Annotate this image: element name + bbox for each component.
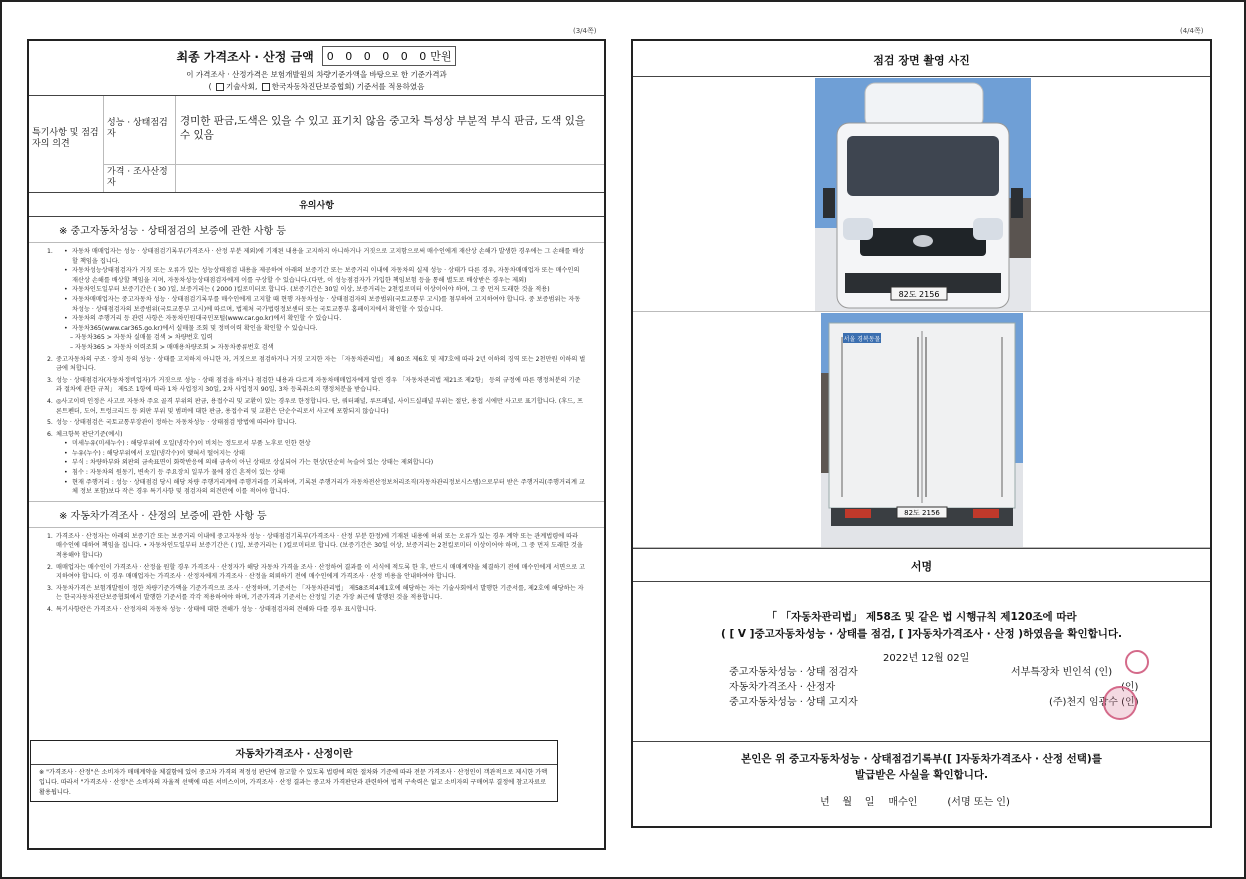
s1-item-number: 3. bbox=[47, 376, 53, 384]
s2-item-text: 자동차가격은 보험개발원이 정한 차량기준가액을 기준가격으로 조사 · 산정하며, 기준서는 「자동차관리법」 제58조의4제1호에 해당하는 자는 기술사회에서 발행한 기준서를, 제2호에 해당하는 자는 한국자동차진단보증협회에서 발행한 기준서를 각각 적용하여야 하며, 기준가격과 기준서는 산정일 기준 가장 최근에 발행된 것을 적용합니다. bbox=[56, 584, 584, 602]
rear-plate-text: 82도 2156 bbox=[904, 509, 940, 517]
checkbox-kaa[interactable] bbox=[262, 83, 270, 91]
s1-bullet-text: • 미세누유(미세누수) : 해당부위에 오일(냉각수)이 비치는 정도로서 부품 노후로 인한 현상 bbox=[72, 440, 311, 448]
amount-value: 0 0 0 0 0 0 bbox=[326, 50, 431, 63]
s2-item bbox=[47, 532, 586, 561]
opinion-row-inspector bbox=[104, 96, 604, 165]
s1-item-text: 체크항목 판단기준(예시) bbox=[56, 430, 123, 438]
s1-bullet bbox=[64, 295, 586, 314]
s1-item-text: 성능 · 상태점검은 국토교통부장관이 정하는 자동차성능 · 상태점검 방법에 따라야 합니다. bbox=[56, 419, 297, 427]
s1-item-text: ◎사고이력 인정은 사고로 자동차 주요 골격 부위의 판금, 용접수리 및 교환이 있는 경우로 한정합니다. 단, 쿼터패널, 루프패널, 사이드실패널 부위는 절단, 용접 시에만 사고로 표기합니다. (후드, 프론트펜더, 도어, 트렁크리드 등 외판 부위 및 범퍼에 대한 판금, 용접수리 및 교환은 단순수리로서 사고에 포함되지 않습니다) bbox=[56, 397, 583, 415]
notifier-seal-mark: (인) bbox=[1121, 697, 1139, 708]
page-number-left: (3/4쪽) bbox=[573, 27, 597, 35]
inspector-seal-mark: (인) bbox=[1094, 667, 1113, 678]
s1-bullet bbox=[64, 458, 586, 468]
definition-box bbox=[30, 740, 558, 802]
s1-bullet-list bbox=[56, 247, 586, 333]
s1-bullet bbox=[64, 468, 586, 478]
rear-light-right bbox=[973, 509, 999, 518]
s1-bullet-text: • 자동차인도일부터 보증기간은 ( 30 )일, 보증거리는 ( 2000 )킬로미터로 합니다. (보증기간은 30일 이상, 보증거리는 2천킬로미터 이상이어야 하며, 그 중 먼저 도래한 것을 적용) bbox=[72, 286, 550, 294]
s1-bullet-text: • 침수 : 자동차의 원동기, 변속기 등 주요장치 일부가 물에 잠긴 흔적이 있는 상태 bbox=[72, 469, 285, 477]
s1-bullet-text: • 자동차 매매업자는 성능 · 상태점검기록부(가격조사 · 산정 부분 제외)에 기재된 내용을 고지하지 아니하거나 거짓으로 고지함으로써 매수인에게 재산상 손해가 발생한 경우에는 그 손해를 배상할 책임을 집니다. bbox=[72, 248, 585, 265]
s1-item bbox=[47, 376, 586, 395]
s1-item-number: 6. bbox=[47, 430, 53, 438]
s1-item-body bbox=[56, 247, 586, 353]
right-page bbox=[631, 39, 1212, 828]
final-price-note bbox=[29, 69, 604, 93]
opinion-section bbox=[29, 96, 604, 193]
opinion-inspector-text: 경미한 판금,도색은 있을 수 있고 표기치 않음 중고차 특성상 부분적 부식 판금, 도색 있을 수 있음 bbox=[180, 115, 586, 141]
notifier-name: (주)천지 임광수 bbox=[1049, 697, 1118, 708]
s2-item-body bbox=[56, 563, 586, 582]
s1-bullet bbox=[64, 439, 586, 449]
s1-plain-line: – 자동차365 > 자동차 실매물 검색 > 차량번호 입력 bbox=[70, 334, 213, 342]
s2-item bbox=[47, 563, 586, 582]
buyer-sign-field[interactable]: (서명 또는 인) bbox=[947, 797, 1010, 808]
s2-item-body bbox=[56, 605, 376, 615]
lock-rod-right bbox=[925, 337, 927, 497]
final-price-title: 최종 가격조사 · 산정 금액 bbox=[176, 49, 314, 64]
s1-bullet bbox=[64, 285, 586, 295]
s2-item-number: 3. bbox=[47, 584, 53, 592]
opt-kaa: 한국자동차진단보증협회) 기준서를 적용하였음 bbox=[271, 82, 425, 91]
s1-item bbox=[47, 418, 586, 428]
s2-item-number: 4. bbox=[47, 606, 53, 613]
s1-item-body bbox=[56, 430, 586, 497]
s1-bullet bbox=[64, 478, 586, 497]
hinge-left bbox=[841, 337, 843, 497]
s1-plain-line: – 자동차365 > 자동차 이력조회 > 매매용차량조회 > 자동차종류번호 검색 bbox=[70, 343, 274, 351]
rear-light-left bbox=[845, 509, 871, 518]
notices-title: 유의사항 bbox=[29, 193, 604, 217]
s1-item-text: 중고자동차의 구조 · 장치 등의 성능 · 상태를 고지하지 아니한 자, 거짓으로 점검하거나 거짓 고지한 자는 「자동차관리법」 제 80조 제6호 및 제7호에 따라 2년 이하의 징역 또는 2천만원 이하의 벌금에 처합니다. bbox=[56, 355, 586, 373]
s1-item bbox=[47, 397, 586, 416]
s1-bullet bbox=[64, 266, 586, 285]
amount-unit: 만원 bbox=[430, 50, 452, 63]
s2-item-text: 가격조사 · 산정자는 아래의 보증기간 또는 보증거리 이내에 중고자동차 성능 · 상태점검기록부(가격조사 · 산정 부분 한정)에 기재된 내용에 허위 또는 오류가 있는 경우 계약 또는 관계법령에 따라 매수인에 대하여 책임을 집니다. • 자동차인도일부터 보증기간은 ( )일, 보증거리는 ( )킬로미터로 합니다. (보증기간은 30일 이상, 보증거리는 2천킬로미터 이상이어야 하며, 그 중 먼저 도래한 것을 적용해야 합니다) bbox=[56, 532, 583, 560]
left-page bbox=[27, 39, 606, 850]
s1-bullet-text: • 부식 : 차량하부와 외판의 금속표면이 화학반응에 의해 금속이 아닌 상태로 상실되어 가는 현상(단순히 녹슬어 있는 상태는 제외합니다) bbox=[72, 459, 434, 467]
s1-bullet bbox=[64, 314, 586, 324]
s1-item-text: 성능 · 상태점검자(자동차정비업자)가 거짓으로 성능 · 상태 점검을 하거나 점검한 내용과 다르게 자동차매매업자에게 알린 경우 「자동차관리법 제21조 제2항」 등의 규정에 따른 행정처분의 기준과 절차에 관한 규칙」 제5조 1항에 따라 1차 사업정지 30일, 2차 사업정지 90일, 3차 등록취소의 행정처분을 받습니다. bbox=[56, 376, 581, 394]
s1-bullet bbox=[64, 247, 586, 266]
opinion-appraiser-label: 가격 · 조사산정자 bbox=[104, 165, 176, 192]
s1-item-body bbox=[56, 397, 586, 416]
opinion-label: 특기사항 및 점검자의 의견 bbox=[29, 96, 104, 192]
s1-bullet-list bbox=[56, 439, 586, 497]
law-line2: ( [ V ]중고자동차성능 · 상태를 점검, [ ]자동차가격조사 · 산정 )하였음을 확인합니다. bbox=[720, 628, 1123, 640]
opinion-appraiser-text bbox=[176, 165, 604, 192]
note-line1: 이 가격조사 · 산정가격은 보험개발원의 차량기준가액을 바탕으로 한 기준가격과 bbox=[186, 70, 447, 79]
note-line2 bbox=[29, 81, 604, 93]
s1-bullet-text: • 누유(누수) : 해당부위에서 오일(냉각수)이 맺혀서 떨어지는 상태 bbox=[72, 449, 245, 457]
confirm-statement bbox=[631, 751, 1212, 783]
hinge-right bbox=[1001, 337, 1003, 497]
s1-item bbox=[47, 430, 586, 497]
left-mirror bbox=[823, 188, 835, 218]
final-price-section bbox=[29, 41, 604, 96]
s1-bullet bbox=[64, 449, 586, 459]
definition-title: 자동차가격조사 · 산정이란 bbox=[31, 741, 557, 765]
final-price-amount bbox=[322, 46, 457, 66]
right-mirror bbox=[1011, 188, 1023, 218]
s2-item-text: 특기사항란은 가격조사 · 산정자의 자동차 성능 · 상태에 대한 견해가 성능 · 상태점검자의 견해와 다를 경우 표시합니다. bbox=[56, 606, 377, 613]
front-plate-text: 82도 2156 bbox=[898, 290, 940, 299]
appraiser-seal-mark: (인) bbox=[1121, 682, 1139, 693]
confirm-line1: 본인은 위 중고자동차성능 · 상태점검기록부([ ]자동차가격조사 · 산정 선택)를 bbox=[741, 753, 1102, 765]
signature-date: 2022년 12월 02일 bbox=[883, 653, 970, 664]
s1-item-body bbox=[56, 355, 586, 374]
rear-photo-cell bbox=[633, 312, 1210, 548]
opinion-body bbox=[104, 96, 604, 192]
role-notifier: 중고자동차성능 · 상태 고지자 bbox=[729, 697, 858, 708]
s2-item-number: 2. bbox=[47, 563, 53, 571]
inspector-name: 서부특장차 빈인석 bbox=[1011, 667, 1092, 678]
s1-bullet-text: • 현재 주행거리 : 성능 · 상태점검 당시 해당 차량 주행거리계에 주행거리를 기록하며, 기록된 주행거리가 자동차전산정보처리조직(자동차관리정보시스템)으로부터 받은 주행거리(주행거리계 교체 정보 포함)보다 작은 경우 특기사항 및 점검자의 의견란에 이를 적어야 합니다. bbox=[72, 478, 585, 496]
left-headlight bbox=[843, 218, 873, 240]
opinion-inspector-label: 성능 · 상태점검자 bbox=[104, 96, 176, 164]
s1-item-number: 4. bbox=[47, 397, 53, 405]
law-line1: 「 「자동차관리법」 제58조 및 같은 법 시행규칙 제120조에 따라 bbox=[766, 611, 1077, 623]
note-paren: ( bbox=[208, 82, 212, 91]
s2-item-number: 1. bbox=[47, 532, 53, 540]
s2-item bbox=[47, 584, 586, 603]
definition-text: ※ "가격조사 · 산정"은 소비자가 매매계약을 체결함에 있어 중고차 가격의 적정성 판단에 참고할 수 있도록 법령에 의한 절차와 기준에 따라 전문 가격조사 · 산정인이 객관적으로 제시한 가액입니다. 따라서 "가격조사 · 산정"은 소비자의 자율적 선택에 따른 서비스이며, 가격조사 · 산정 결과는 중고차 가격판단과 관련하여 법적 구속력은 없고 소비자의 구매여부 결정에 참고자료로 활용됩니다. bbox=[39, 769, 548, 796]
rear-photo bbox=[821, 313, 1023, 547]
brand-logo bbox=[913, 235, 933, 247]
s1-bullet-text: • 자동차매매업자는 중고자동차 성능 · 상태점검기록부를 매수인에게 고지할 때 현행 자동차성능 · 상태점검자의 보증범위(국토교통부 고시)를 첨부하여 고지하여야 합니다. 중 보증범위는 자동차성능 · 상태점검자의 보증범위(국토교통부 고시)에 따르며, 법제처 국가법령정보센터 또는 국토교통부 홈페이지에서 확인할 수 있습니다. bbox=[72, 295, 581, 313]
s1-bullet-text: • 자동차365(www.car365.go.kr)에서 실매물 조회 및 정비이력 확인을 확인할 수 있습니다. bbox=[72, 324, 318, 332]
opinion-row-appraiser bbox=[104, 165, 604, 192]
checkbox-tech-society[interactable] bbox=[216, 83, 224, 91]
confirm-line2: 발급받은 사실을 확인합니다. bbox=[854, 769, 988, 781]
signature-body bbox=[633, 582, 1210, 742]
s1-bullet-text: • 자동차성능상태점검자가 거짓 또는 오류가 있는 성능상태점검 내용을 제공하여 아래의 보증기간 또는 보증거리 이내에 자동차의 실제 성능 · 상태가 다른 경우, 자동차매매업자 또는 매수인의 재산상 손해를 배상할 책임을 지며, 자동차성능상태점검자에게 이를 구상할 수 있습니다.(다만, 이 성능점검자가 가입한 책임보험 등을 통해 별도로 배상받은 경우는 제외) bbox=[72, 267, 580, 284]
s2-item-body bbox=[56, 532, 586, 561]
s2-item bbox=[47, 605, 586, 615]
s1-bullet-text: • 자동차의 주행거리 등 관련 사항은 자동차민원대국민포털(www.car.go.kr)에서 확인할 수 있습니다. bbox=[72, 315, 342, 323]
s1-item-body bbox=[56, 376, 586, 395]
signature-roles bbox=[729, 665, 858, 710]
s1-bullet bbox=[64, 324, 586, 334]
role-inspector: 중고자동차성능 · 상태 점검자 bbox=[729, 667, 858, 678]
s2-item-text: 매매업자는 매수인이 가격조사 · 산정을 원할 경우 가격조사 · 산정자가 해당 자동차 가격을 조사 · 산정하여 결과를 이 서식에 적도록 한 후, 반드시 매매계약을 체결하기 전에 매수인에게 서면으로 고지하여야 합니다. 이 경우 매매업자는 가격조사 · 산정자에게 가격조사 · 산정을 의뢰하기 전에 매수인에게 가격조사 · 산정 비용을 안내하여야 합니다. bbox=[56, 563, 586, 581]
s1-item bbox=[47, 247, 586, 353]
signature-title: 서명 bbox=[633, 548, 1210, 582]
buyer-label: 매수인 bbox=[888, 797, 918, 808]
s1-item-body bbox=[56, 418, 297, 428]
notifier-seal-stamp bbox=[1103, 686, 1137, 720]
role-appraiser: 자동차가격조사 · 산정자 bbox=[729, 682, 836, 693]
notices-section2-title: ※ 자동차가격조사 · 산정의 보증에 관한 사항 등 bbox=[29, 501, 604, 528]
signature-law-text bbox=[633, 609, 1210, 643]
s1-item-number: 2. bbox=[47, 355, 53, 363]
notices-section2-list bbox=[29, 528, 604, 619]
s1-item-number: 5. bbox=[47, 419, 53, 427]
notices-section1-title: ※ 중고자동차성능 · 상태점검의 보증에 관한 사항 등 bbox=[29, 217, 604, 243]
rear-sticker-text: 서울 경복동물 bbox=[843, 336, 881, 343]
front-photo bbox=[815, 78, 1031, 311]
front-photo-cell bbox=[633, 77, 1210, 312]
right-headlight bbox=[973, 218, 1003, 240]
buyer-sign-row bbox=[820, 793, 1010, 808]
roof-fairing bbox=[865, 83, 983, 128]
photos-title: 점검 장면 촬영 사진 bbox=[633, 41, 1210, 77]
lock-rod-left bbox=[917, 337, 919, 497]
inspector-seal-stamp bbox=[1125, 650, 1149, 674]
page-number-right: (4/4쪽) bbox=[1180, 27, 1204, 35]
s2-item-body bbox=[56, 584, 586, 603]
buyer-date: 년 월 일 bbox=[820, 797, 875, 808]
s1-item bbox=[47, 355, 586, 374]
opt-tech-society: 기술사회, bbox=[225, 82, 258, 91]
windshield bbox=[847, 136, 999, 196]
notices-section1-list bbox=[29, 243, 604, 501]
s1-item-number: 1. bbox=[47, 248, 53, 255]
